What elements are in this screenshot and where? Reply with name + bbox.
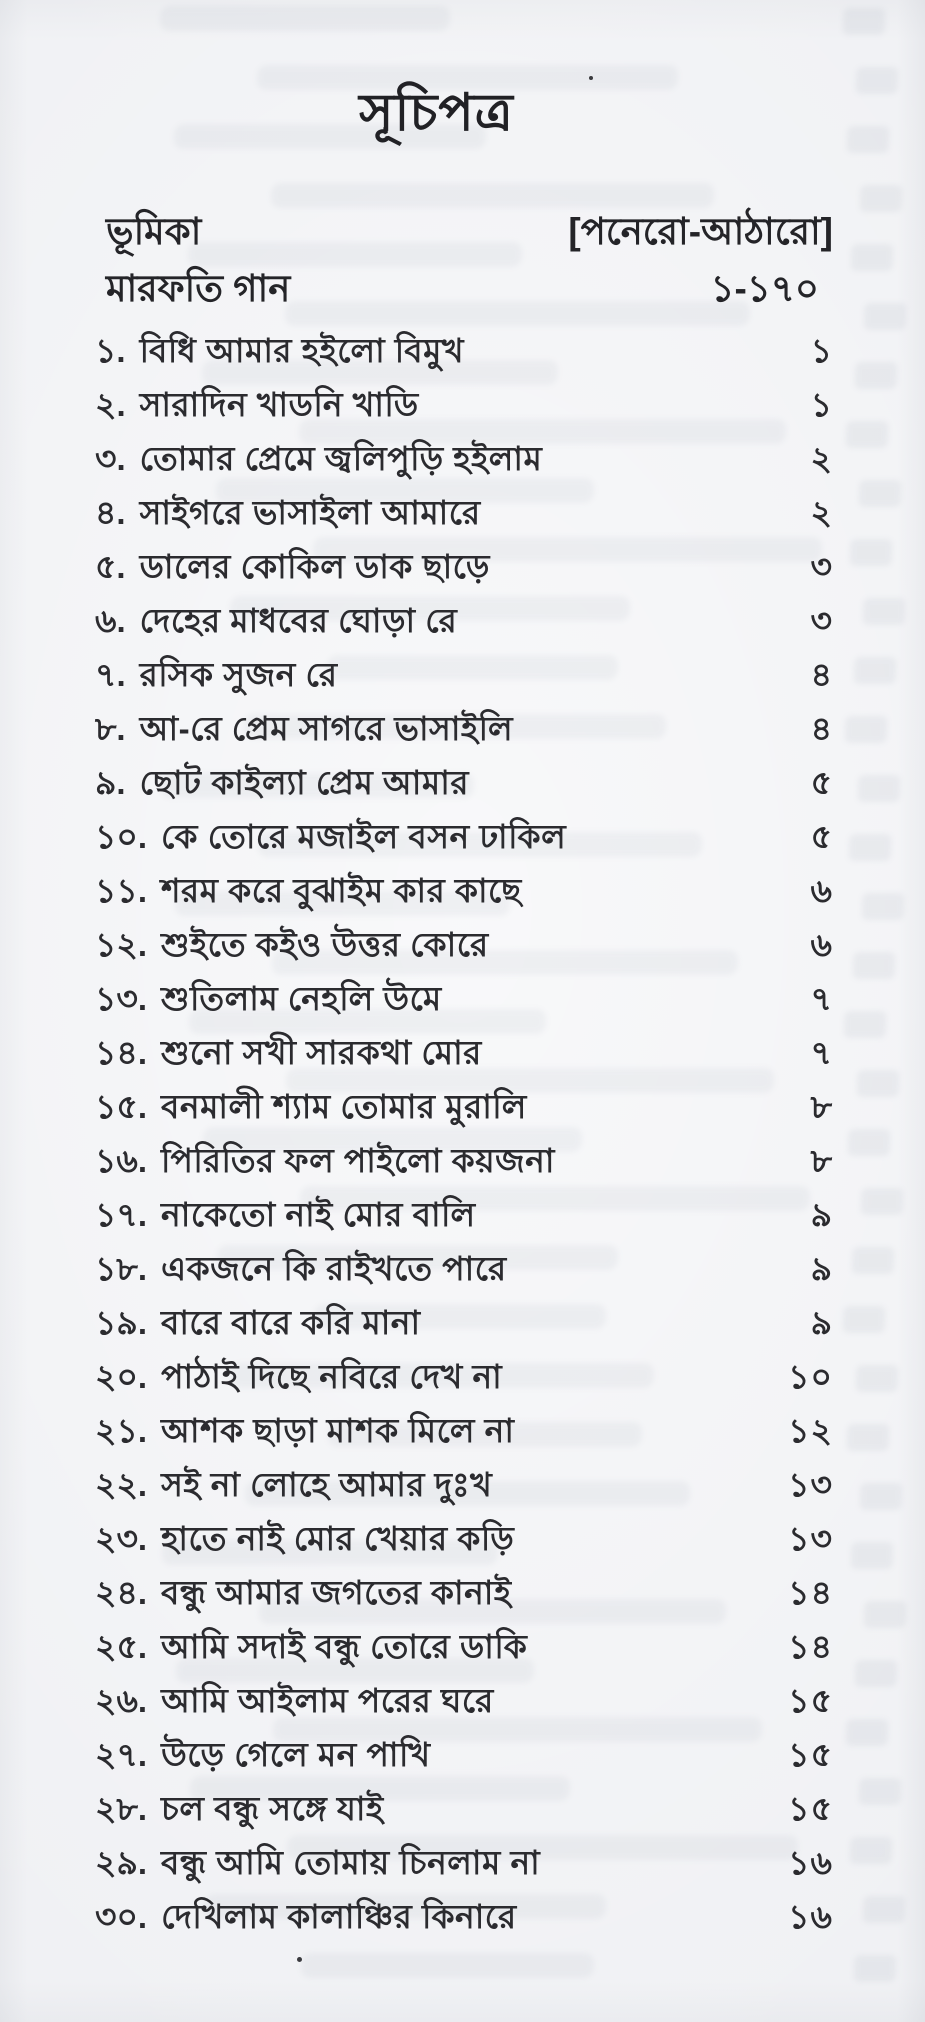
- front-matter: [0, 168, 925, 316]
- toc-entry: [95, 650, 833, 704]
- entry-serial: ৩.: [95, 440, 126, 477]
- entry-page-number: ৯: [810, 1304, 833, 1341]
- toc-entry: [95, 1028, 833, 1082]
- entry-title: বন্ধু আমি তোমায় চিনলাম না: [161, 1844, 541, 1881]
- entry-serial: ২৮.: [95, 1790, 148, 1827]
- entry-serial: ১.: [95, 332, 126, 369]
- entry-serial: ২২.: [95, 1466, 148, 1503]
- toc-entry: [95, 920, 833, 974]
- toc-entry: [95, 758, 833, 812]
- entry-title: তোমার প্রেমে জ্বলিপুড়ি হইলাম: [139, 440, 543, 477]
- entry-page-number: ৭: [810, 1034, 833, 1071]
- toc-entry: [95, 1352, 833, 1406]
- toc-entry: [95, 542, 833, 596]
- toc-entry: [95, 1244, 833, 1298]
- entry-serial: ১০.: [95, 818, 148, 855]
- entry-serial: ১৭.: [95, 1196, 148, 1233]
- toc-entry: [95, 1298, 833, 1352]
- page-title: সূচিপত্র: [359, 84, 514, 142]
- front-matter-row: [106, 259, 833, 316]
- entry-serial: ২৯.: [95, 1844, 148, 1881]
- toc-entry: [95, 1730, 833, 1784]
- entry-serial: ২৭.: [95, 1736, 148, 1773]
- entry-serial: ১৯.: [95, 1304, 147, 1341]
- entry-page-number: ৯: [810, 1250, 833, 1287]
- entry-serial: ৬.: [95, 602, 126, 639]
- toc-entry: [95, 1568, 833, 1622]
- entry-page-number: ১৫: [788, 1682, 833, 1719]
- entry-page-number: ১৫: [788, 1736, 833, 1773]
- entry-serial: ৩০.: [95, 1898, 148, 1935]
- entry-title: শুইতে কইও উত্তর কোরে: [161, 926, 489, 963]
- entry-title: পিরিতির ফল পাইলো কয়জনা: [161, 1142, 555, 1179]
- scan-speck: [297, 1957, 302, 1962]
- entry-page-number: ১০: [788, 1358, 833, 1395]
- entry-title: আমি সদাই বন্ধু তোরে ডাকি: [161, 1628, 528, 1665]
- entry-serial: ১৫.: [95, 1088, 147, 1125]
- entry-title: শরম করে বুঝাইম কার কাছে: [161, 872, 522, 909]
- toc-entry: [95, 1784, 833, 1838]
- toc-entry: [95, 596, 833, 650]
- entry-serial: ১২.: [95, 926, 148, 963]
- entry-page-number: ১: [810, 386, 833, 423]
- entry-title: উড়ে গেলে মন পাখি: [161, 1736, 431, 1773]
- entry-title: একজনে কি রাইখতে পারে: [161, 1250, 507, 1287]
- front-matter-page-range: ১-১৭০: [710, 268, 819, 309]
- front-matter-label: মারফতি গান: [106, 268, 291, 309]
- entry-title: শুতিলাম নেহলি উমে: [161, 980, 442, 1017]
- entry-title: ডালের কোকিল ডাক ছাড়ে: [139, 548, 490, 585]
- entry-page-number: ৫: [810, 818, 833, 855]
- entry-serial: ১১.: [95, 872, 147, 909]
- entry-title: বারে বারে করি মানা: [161, 1304, 421, 1341]
- entry-page-number: ৪: [810, 710, 833, 747]
- toc-entries: [0, 316, 925, 1946]
- entry-title: আমি আইলাম পরের ঘরে: [161, 1682, 494, 1719]
- front-matter-row: [106, 202, 833, 259]
- entry-serial: ১৮.: [95, 1250, 147, 1287]
- toc-entry: [95, 866, 833, 920]
- entry-serial: ২০.: [95, 1358, 148, 1395]
- entry-page-number: ১৪: [788, 1574, 833, 1611]
- entry-page-number: ৬: [810, 872, 833, 909]
- entry-page-number: ৪: [810, 656, 833, 693]
- entry-title: রসিক সুজন রে: [139, 656, 338, 693]
- entry-page-number: ৩: [810, 548, 833, 585]
- entry-page-number: ১২: [788, 1412, 833, 1449]
- entry-page-number: ১৫: [788, 1790, 833, 1827]
- entry-title: নাকেতো নাই মোর বালি: [161, 1196, 476, 1233]
- toc-entry: [95, 974, 833, 1028]
- entry-serial: ৪.: [95, 494, 126, 531]
- scan-speck: [589, 76, 593, 80]
- entry-serial: ১৩.: [95, 980, 148, 1017]
- entry-title: আশক ছাড়া মাশক মিলে না: [161, 1412, 515, 1449]
- entry-title: বিধি আমার হইলো বিমুখ: [139, 332, 465, 369]
- entry-title: কে তোরে মজাইল বসন ঢাকিল: [161, 818, 567, 855]
- front-matter-page-range: [পনেরো-আঠারো]: [568, 211, 833, 252]
- toc-entry: [95, 488, 833, 542]
- toc-entry: [95, 1136, 833, 1190]
- toc-entry: [95, 1406, 833, 1460]
- toc-entry: [95, 1460, 833, 1514]
- entry-serial: ২৫.: [95, 1628, 148, 1665]
- toc-entry: [95, 1190, 833, 1244]
- entry-serial: ২৪.: [95, 1574, 148, 1611]
- entry-title: দেখিলাম কালাঞ্চির কিনারে: [161, 1898, 517, 1935]
- entry-title: হাতে নাই মোর খেয়ার কড়ি: [161, 1520, 515, 1557]
- entry-title: চল বন্ধু সঙ্গে যাই: [161, 1790, 384, 1827]
- entry-title: শুনো সখী সারকথা মোর: [161, 1034, 482, 1071]
- entry-page-number: ৮: [810, 1088, 833, 1125]
- entry-title: পাঠাই দিছে নবিরে দেখ না: [161, 1358, 503, 1395]
- entry-page-number: ১: [810, 332, 833, 369]
- entry-title: বন্ধু আমার জগতের কানাই: [161, 1574, 512, 1611]
- entry-page-number: ৮: [810, 1142, 833, 1179]
- entry-serial: ২৩.: [95, 1520, 148, 1557]
- entry-page-number: ২: [810, 440, 833, 477]
- entry-serial: ৯.: [95, 764, 126, 801]
- entry-title: বনমালী শ্যাম তোমার মুরালি: [161, 1088, 527, 1125]
- toc-entry: [95, 812, 833, 866]
- toc-entry: [95, 1838, 833, 1892]
- entry-page-number: ৩: [810, 602, 833, 639]
- toc-entry: [95, 1514, 833, 1568]
- toc-entry: [95, 704, 833, 758]
- toc-entry: [95, 1082, 833, 1136]
- entry-serial: ৫.: [95, 548, 126, 585]
- toc-entry: [95, 1676, 833, 1730]
- entry-serial: ৮.: [95, 710, 126, 747]
- entry-page-number: ২: [810, 494, 833, 531]
- entry-title: আ-রে প্রেম সাগরে ভাসাইলি: [139, 710, 514, 747]
- entry-page-number: ৭: [810, 980, 833, 1017]
- entry-title: সই না লোহে আমার দুঃখ: [161, 1466, 493, 1503]
- toc-entry: [95, 326, 833, 380]
- entry-title: সাইগরে ভাসাইলা আমারে: [139, 494, 481, 531]
- front-matter-label: ভূমিকা: [106, 211, 202, 252]
- entry-page-number: ১৪: [788, 1628, 833, 1665]
- entry-serial: ১৬.: [95, 1142, 148, 1179]
- entry-title: সারাদিন খাডনি খাডি: [139, 386, 419, 423]
- toc-entry: [95, 1622, 833, 1676]
- entry-page-number: ১৬: [788, 1898, 833, 1935]
- entry-page-number: ৬: [810, 926, 833, 963]
- entry-page-number: ১৩: [788, 1520, 833, 1557]
- entry-serial: ১৪.: [95, 1034, 147, 1071]
- entry-serial: ২.: [95, 386, 126, 423]
- entry-page-number: ১৬: [788, 1844, 833, 1881]
- entry-page-number: ১৩: [788, 1466, 833, 1503]
- entry-serial: ২৬.: [95, 1682, 148, 1719]
- entry-title: দেহের মাধবের ঘোড়া রে: [139, 602, 458, 639]
- toc-entry: [95, 434, 833, 488]
- entry-serial: ২১.: [95, 1412, 148, 1449]
- toc-entry: [95, 1892, 833, 1946]
- entry-page-number: ৫: [810, 764, 833, 801]
- entry-serial: ৭.: [95, 656, 126, 693]
- entry-title: ছোট কাইল্যা প্রেম আমার: [139, 764, 469, 801]
- toc-entry: [95, 380, 833, 434]
- entry-page-number: ৯: [810, 1196, 833, 1233]
